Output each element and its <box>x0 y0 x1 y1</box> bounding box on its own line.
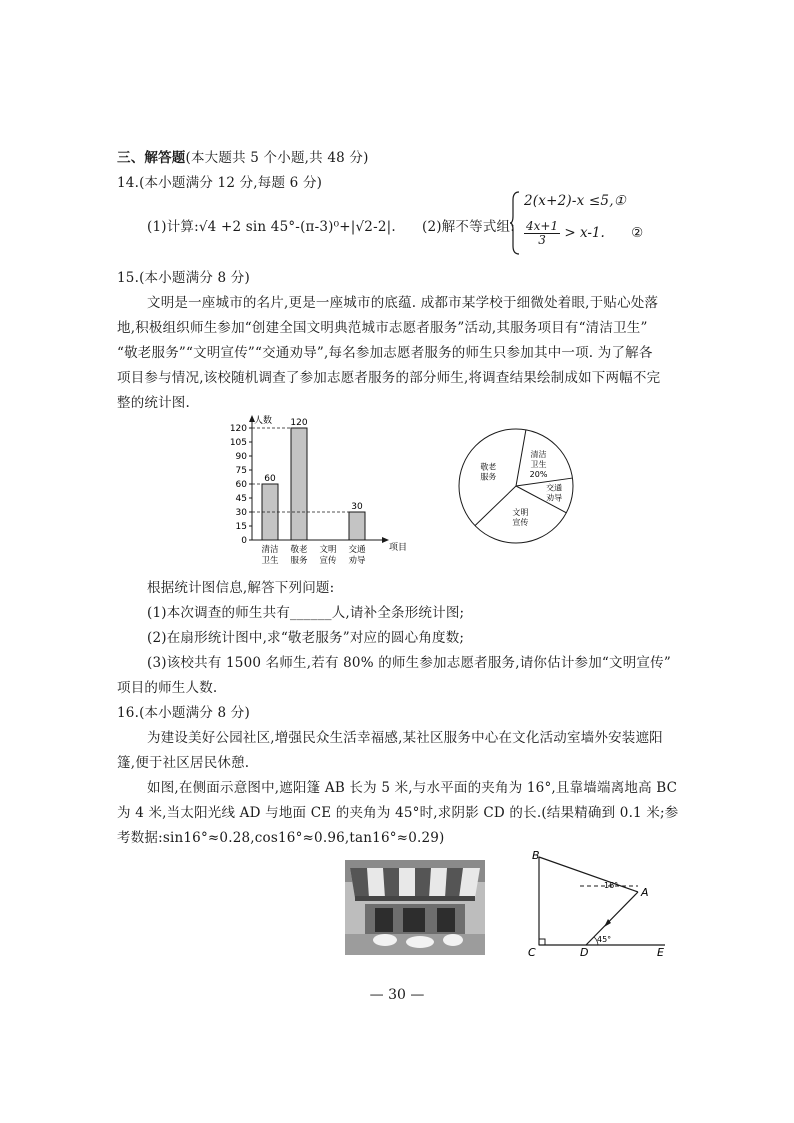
pie-slice-label: 劝导 <box>546 493 563 503</box>
q14-ineq2-frac <box>524 220 560 247</box>
page-number: — 30 — <box>369 987 425 1003</box>
point-d: D <box>580 946 589 959</box>
q14-part1-expr: √4 +2 sin 45°-(π-3)⁰+|√2-2|. <box>198 219 396 235</box>
point-a: A <box>641 886 649 899</box>
x-axis-label: 项目 <box>389 543 408 553</box>
y-tick-label: 60 <box>235 480 247 490</box>
x-tick-label: 文明 <box>319 545 337 555</box>
awning-photo <box>345 860 485 955</box>
pie-slice-label: 交通 <box>546 483 563 493</box>
q14-part1 <box>147 215 396 235</box>
q16-para-line: 为 4 米,当太阳光线 AD 与地面 CE 的夹角为 45°时,求阴影 CD 的长.(结果精确到 0.1 米;参 <box>117 805 679 821</box>
section-heading <box>117 146 369 166</box>
q14-part2-label: (2)解不等式组: <box>422 219 515 235</box>
angle-45: 45° <box>597 935 612 944</box>
q15-para-line: 整的统计图. <box>117 395 190 411</box>
bar-chart <box>222 412 412 574</box>
section-note: (本大题共 5 个小题,共 48 分) <box>185 150 369 166</box>
x-tick-label: 服务 <box>290 556 308 566</box>
y-tick-label: 105 <box>229 438 247 448</box>
angle-16: 16° <box>604 881 619 890</box>
data-label: 120 <box>290 418 308 428</box>
q15-sub2: (2)在扇形统计图中,求“敬老服务”对应的圆心角度数; <box>147 630 465 646</box>
section-title: 三、解答题 <box>117 150 186 166</box>
x-tick-label: 卫生 <box>261 556 279 566</box>
pie-slice-label: 文明 <box>512 508 529 518</box>
q14-ineq2-den: 3 <box>538 233 546 247</box>
point-e: E <box>657 946 664 959</box>
q15-para-line: 项目参与情况,该校随机调查了参加志愿者服务的部分师生,将调查结果绘制成如下两幅不完 <box>117 370 661 386</box>
q14-ineq2 <box>524 220 643 247</box>
pie-chart <box>452 422 582 552</box>
q15-para-line: 地,积极组织师生参加“创建全国文明典范城市志愿者服务”活动,其服务项目有“清洁卫生” <box>117 320 648 336</box>
awning-stripes <box>350 868 480 901</box>
q14-ineq2-mark: ② <box>631 225 644 241</box>
pie-slice-label: 服务 <box>480 472 497 482</box>
awning-ab <box>539 857 638 892</box>
y-axis-label: 人数 <box>254 416 273 426</box>
q15-header: 15.(本小题满分 8 分) <box>117 270 250 286</box>
q15-lead: 根据统计图信息,解答下列问题: <box>147 580 335 596</box>
x-tick-label: 清洁 <box>261 545 279 555</box>
q14-part1-label: (1)计算: <box>147 219 199 235</box>
y-tick-label: 30 <box>235 508 247 518</box>
x-tick-label: 交通 <box>348 545 366 555</box>
data-label: 30 <box>351 502 363 512</box>
pie-slice-label: 清洁 <box>530 450 547 460</box>
q15-para-line: 文明是一座城市的名片,更是一座城市的底蕴. 成都市某学校于细微处着眼,于贴心处落 <box>147 295 659 311</box>
q16-para-line: 考数据:sin16°≈0.28,cos16°≈0.96,tan16°≈0.29) <box>117 830 445 846</box>
bar <box>349 512 365 540</box>
q16-para-line: 为建设美好公园社区,增强民众生活幸福感,某社区服务中心在文化活动室墙外安装遮阳 <box>147 730 663 746</box>
data-label: 60 <box>264 474 276 484</box>
sunray-ad <box>586 892 638 945</box>
point-c: C <box>528 946 536 959</box>
q15-sub3-cont: 项目的师生人数. <box>117 680 218 696</box>
q14-ineq2-num: 4x+1 <box>526 219 559 233</box>
y-tick-label: 120 <box>229 424 247 434</box>
y-tick-label: 45 <box>235 494 247 504</box>
point-b: B <box>532 849 540 862</box>
q15-sub1: (1)本次调查的师生共有______人,请补全条形统计图; <box>147 605 465 621</box>
q15-sub3: (3)该校共有 1500 名师生,若有 80% 的师生参加志愿者服务,请你估计参加“文明宣传” <box>147 655 671 671</box>
pie-slice-label: 20% <box>529 470 548 480</box>
brace-icon <box>509 190 521 256</box>
awning-photo-drawing <box>345 860 485 955</box>
q15-para-line: “敬老服务”“文明宣传”“交通劝导”,每名参加志愿者服务的师生只参加其中一项. 为了解各 <box>117 345 653 361</box>
y-tick-label: 90 <box>235 452 247 462</box>
q16-header: 16.(本小题满分 8 分) <box>117 705 250 721</box>
y-tick-label: 15 <box>235 522 247 532</box>
y-tick-label: 75 <box>235 466 247 476</box>
q16-para-line: 如图,在侧面示意图中,遮阳篷 AB 长为 5 米,与水平面的夹角为 16°,且靠墙端离地高 BC <box>147 780 678 796</box>
x-tick-label: 宣传 <box>319 556 337 566</box>
q14-ineq2-rest: > x-1. <box>564 225 605 241</box>
x-tick-label: 敬老 <box>290 545 308 555</box>
bar <box>291 428 307 540</box>
q14-header: 14.(本小题满分 12 分,每题 6 分) <box>117 175 323 191</box>
x-tick-label: 劝导 <box>348 556 366 566</box>
pie-slice-label: 宣传 <box>512 518 529 528</box>
pie-slice-label: 敬老 <box>480 462 497 472</box>
pie-slice-label: 卫生 <box>530 460 547 470</box>
right-angle-mark <box>539 939 545 945</box>
x-axis-arrow-icon <box>382 537 389 543</box>
q16-para-line: 篷,便于社区居民休憩. <box>117 755 250 771</box>
q14-ineq1: 2(x+2)-x ≤5,① <box>524 193 626 209</box>
y-tick-label: 0 <box>241 536 247 546</box>
geometry-diagram <box>520 848 675 963</box>
